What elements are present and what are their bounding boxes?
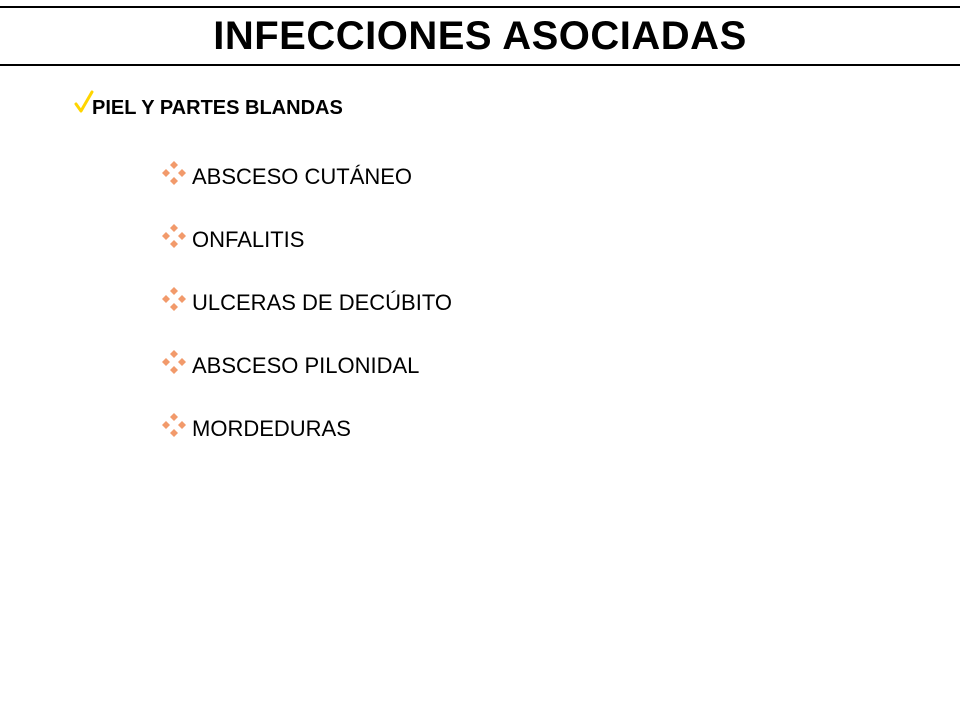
list-item <box>160 271 452 334</box>
four-diamond-icon <box>160 411 188 439</box>
list-item <box>160 397 452 460</box>
list-item <box>160 208 452 271</box>
list-item-label: MORDEDURAS <box>192 415 351 441</box>
list-item-label: ULCERAS DE DECÚBITO <box>192 289 452 315</box>
slide-title: INFECCIONES ASOCIADAS <box>213 14 747 58</box>
list-item <box>160 334 452 397</box>
four-diamond-icon <box>160 159 188 187</box>
list-item-label: ONFALITIS <box>192 226 305 252</box>
four-diamond-icon <box>160 348 188 376</box>
check-icon <box>74 89 94 115</box>
four-diamond-icon <box>160 222 188 250</box>
four-diamond-icon <box>160 285 188 313</box>
bullet-list <box>160 145 452 460</box>
title-rule-bottom <box>0 64 960 66</box>
list-item-label: ABSCESO CUTÁNEO <box>192 163 413 189</box>
list-item <box>160 145 452 208</box>
list-item-label: ABSCESO PILONIDAL <box>192 352 420 378</box>
section-label: PIEL Y PARTES BLANDAS <box>92 96 343 119</box>
section-heading <box>74 88 343 128</box>
